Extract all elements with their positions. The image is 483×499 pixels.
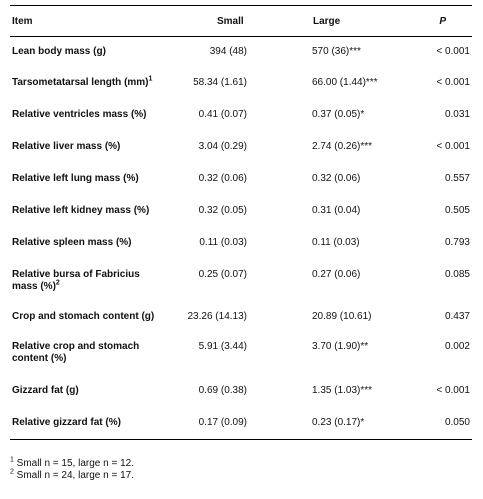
table-row — [10, 67, 472, 99]
row-small-value: 0.17 (0.09) — [198, 417, 247, 428]
row-small-value: 0.25 (0.07) — [198, 269, 247, 280]
row-item-label — [12, 141, 192, 153]
row-large-value: 20.89 (10.61) — [312, 311, 372, 322]
footnote-2-text: Small n = 24, large n = 17. — [13, 470, 134, 481]
row-item-label — [12, 311, 192, 323]
row-item-label — [12, 385, 192, 397]
table-row — [10, 303, 472, 331]
footnote-2 — [10, 470, 134, 482]
row-item-label — [12, 77, 192, 89]
table-row — [10, 331, 472, 375]
row-p-value: 0.031 — [444, 109, 470, 120]
row-item-text-line2: content (%) — [12, 353, 67, 364]
row-item-text: Relative left lung mass (%) — [12, 173, 139, 184]
row-item-text: Lean body mass (g) — [12, 46, 106, 57]
table-row — [10, 163, 472, 195]
row-p-value: 0.437 — [444, 311, 470, 322]
row-item-text: Gizzard fat (g) — [12, 385, 79, 396]
row-item-label — [12, 269, 192, 293]
row-item-label — [12, 109, 192, 121]
row-small-value: 23.26 (14.13) — [187, 311, 247, 322]
row-small-value: 58.34 (1.61) — [193, 77, 247, 88]
row-item-text: Relative left kidney mass (%) — [12, 205, 150, 216]
row-small-value: 0.32 (0.06) — [198, 173, 247, 184]
row-small-value: 0.11 (0.03) — [199, 237, 247, 248]
row-p-value: < 0.001 — [436, 141, 470, 152]
table-bottom-rule — [10, 439, 472, 440]
footnote-2-mark: 2 — [10, 468, 14, 476]
row-p-value: < 0.001 — [436, 385, 470, 396]
row-large-value: 66.00 (1.44)*** — [312, 77, 378, 88]
row-item-text-line2: mass (%) — [12, 281, 56, 292]
row-large-value: 0.11 (0.03) — [312, 237, 360, 248]
row-p-value: 0.085 — [444, 269, 470, 280]
table-row — [10, 195, 472, 227]
row-large-value: 0.37 (0.05)* — [312, 109, 365, 120]
table-row — [10, 259, 472, 303]
row-item-label — [12, 417, 192, 429]
row-large-value: 0.31 (0.04) — [312, 205, 361, 216]
row-small-value: 394 (48) — [209, 46, 247, 57]
footnote-1-mark: 1 — [10, 456, 14, 464]
row-large-value: 0.27 (0.06) — [312, 269, 361, 280]
header-item: Item — [12, 16, 33, 27]
row-item-footnote-mark: 2 — [55, 279, 60, 287]
header-small: Small — [217, 16, 244, 27]
table-row — [10, 407, 472, 439]
row-large-value: 1.35 (1.03)*** — [312, 385, 373, 396]
row-item-text: Relative liver mass (%) — [12, 141, 121, 152]
table-footnotes — [10, 458, 134, 482]
row-p-value: 0.002 — [444, 341, 470, 352]
row-item-text: Crop and stomach content (g) — [12, 311, 155, 322]
table-row — [10, 227, 472, 259]
table-row — [10, 99, 472, 131]
row-item-footnote-mark: 1 — [148, 75, 153, 83]
row-item-label — [12, 237, 192, 249]
row-p-value: 0.050 — [444, 417, 470, 428]
row-item-text: Relative bursa of Fabricius — [12, 269, 140, 280]
table-body — [10, 37, 472, 439]
footnote-1 — [10, 458, 134, 470]
row-large-value: 570 (36)*** — [312, 46, 361, 57]
row-large-value: 0.32 (0.06) — [312, 173, 361, 184]
footnote-1-text: Small n = 15, large n = 12. — [13, 458, 134, 469]
row-small-value: 0.32 (0.05) — [198, 205, 247, 216]
row-item-label — [12, 205, 192, 217]
row-item-text: Relative crop and stomach — [12, 341, 140, 352]
row-small-value: 0.41 (0.07) — [198, 109, 247, 120]
row-item-label — [12, 46, 192, 58]
header-p: P — [439, 16, 446, 27]
row-item-text: Tarsometatarsal length (mm) — [12, 77, 149, 88]
row-item-label — [12, 173, 192, 185]
row-item-text: Relative ventricles mass (%) — [12, 109, 147, 120]
row-p-value: < 0.001 — [436, 77, 470, 88]
table-row — [10, 37, 472, 67]
table-row — [10, 375, 472, 407]
table-header-row — [10, 6, 472, 36]
row-p-value: < 0.001 — [436, 46, 470, 57]
row-item-label — [12, 341, 192, 365]
row-p-value: 0.505 — [444, 205, 470, 216]
row-small-value: 3.04 (0.29) — [198, 141, 247, 152]
row-p-value: 0.793 — [444, 237, 470, 248]
table-row — [10, 131, 472, 163]
row-large-value: 3.70 (1.90)** — [312, 341, 369, 352]
row-small-value: 0.69 (0.38) — [198, 385, 247, 396]
row-large-value: 2.74 (0.26)*** — [312, 141, 373, 152]
row-item-text: Relative spleen mass (%) — [12, 237, 132, 248]
row-large-value: 0.23 (0.17)* — [312, 417, 365, 428]
row-item-text: Relative gizzard fat (%) — [12, 417, 121, 428]
header-large: Large — [313, 16, 341, 27]
row-p-value: 0.557 — [444, 173, 470, 184]
row-small-value: 5.91 (3.44) — [198, 341, 247, 352]
data-table — [10, 5, 472, 440]
